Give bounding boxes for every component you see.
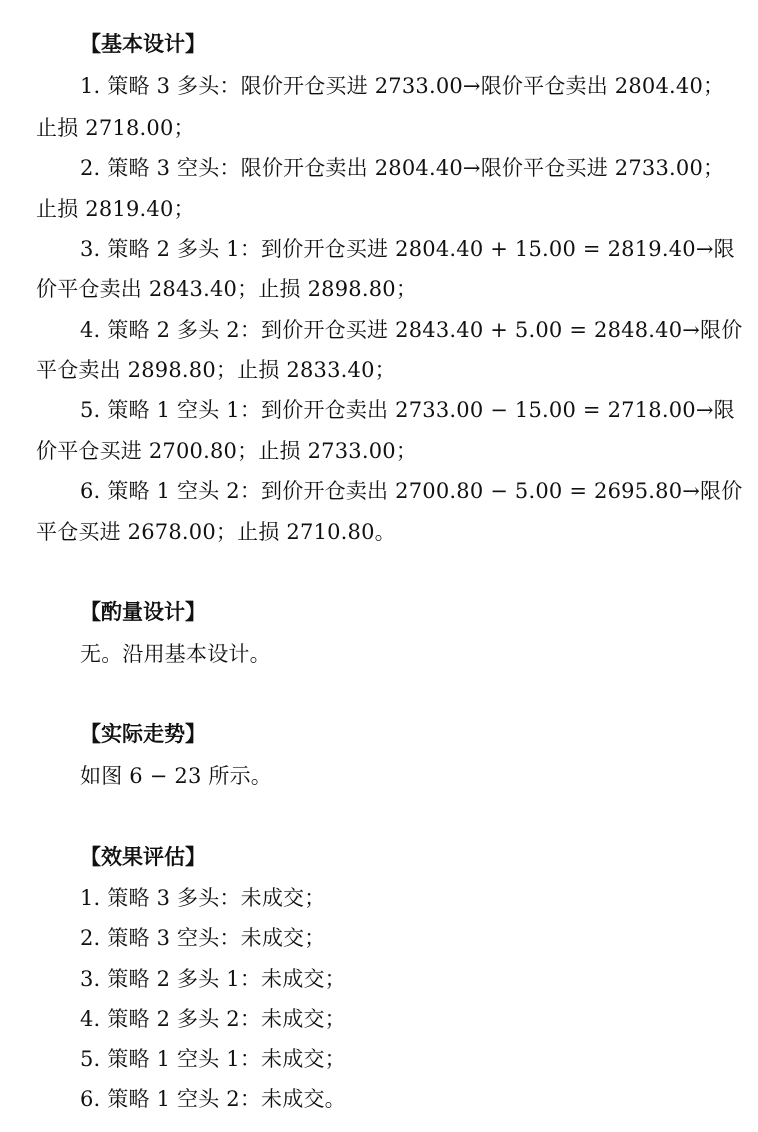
- section-heading-basic-design: 【基本设计】: [80, 32, 206, 56]
- basic-item-4-line-2: 平仓卖出 2898.80；止损 2833.40；: [36, 358, 396, 382]
- position-design-text: 无。沿用基本设计。: [80, 642, 271, 666]
- evaluation-item-3: 3. 策略 2 多头 1：未成交；: [80, 967, 346, 991]
- basic-item-5-line-1: 5. 策略 1 空头 1：到价开仓卖出 2733.00 − 15.00 = 2718.00→限: [80, 398, 735, 422]
- basic-item-6-line-2: 平仓买进 2678.00；止损 2710.80。: [36, 520, 396, 544]
- section-heading-position-design: 【酌量设计】: [80, 600, 206, 624]
- evaluation-item-1: 1. 策略 3 多头：未成交；: [80, 886, 326, 910]
- actual-trend-text: 如图 6 − 23 所示。: [80, 764, 272, 788]
- basic-item-3-line-2: 价平仓卖出 2843.40；止损 2898.80；: [36, 277, 418, 301]
- basic-item-6-line-1: 6. 策略 1 空头 2：到价开仓卖出 2700.80 − 5.00 = 2695.80→限价: [80, 479, 743, 503]
- evaluation-item-6: 6. 策略 1 空头 2：未成交。: [80, 1087, 346, 1111]
- basic-item-3-line-1: 3. 策略 2 多头 1：到价开仓买进 2804.40 + 15.00 = 2819.40→限: [80, 237, 735, 261]
- basic-item-1-line-1: 1. 策略 3 多头：限价开仓买进 2733.00→限价平仓卖出 2804.40；: [80, 74, 725, 98]
- section-heading-evaluation: 【效果评估】: [80, 845, 206, 869]
- section-heading-actual-trend: 【实际走势】: [80, 722, 206, 746]
- basic-item-5-line-2: 价平仓买进 2700.80；止损 2733.00；: [36, 439, 418, 463]
- basic-item-2-line-1: 2. 策略 3 空头：限价开仓卖出 2804.40→限价平仓买进 2733.00；: [80, 156, 725, 180]
- basic-item-1-line-2: 止损 2718.00；: [36, 116, 195, 140]
- evaluation-item-2: 2. 策略 3 空头：未成交；: [80, 926, 326, 950]
- basic-item-4-line-1: 4. 策略 2 多头 2：到价开仓买进 2843.40 + 5.00 = 2848.40→限价: [80, 318, 743, 342]
- evaluation-item-4: 4. 策略 2 多头 2：未成交；: [80, 1007, 346, 1031]
- basic-item-2-line-2: 止损 2819.40；: [36, 197, 195, 221]
- evaluation-item-5: 5. 策略 1 空头 1：未成交；: [80, 1047, 346, 1071]
